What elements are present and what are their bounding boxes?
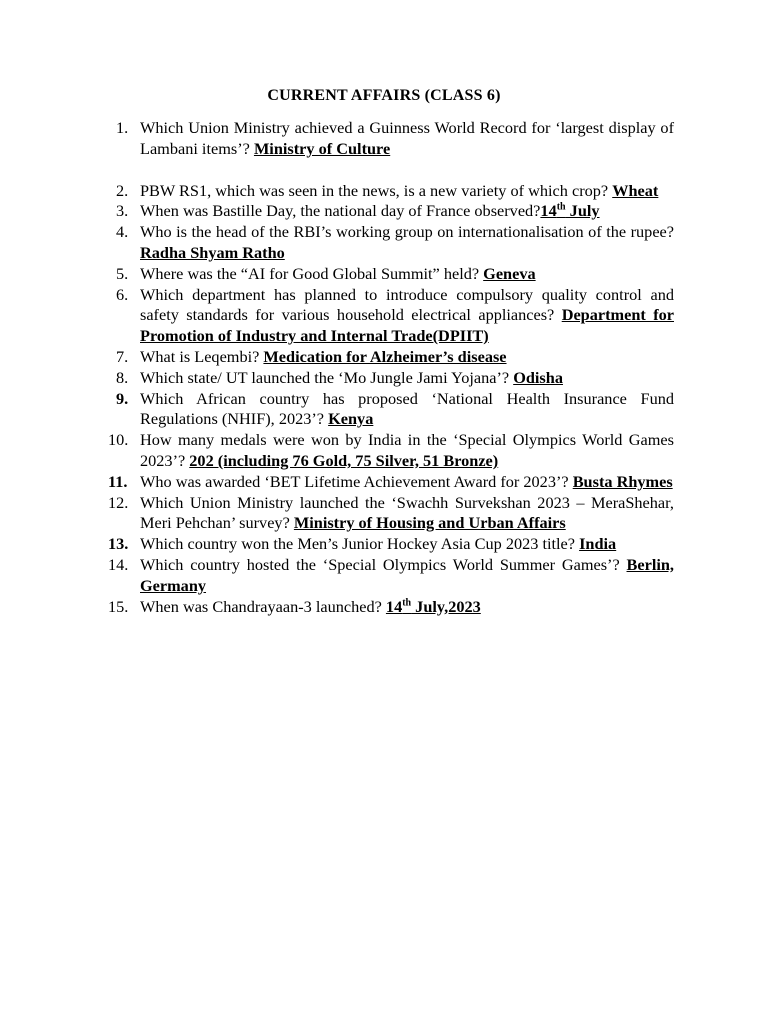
- item-number: 9.: [116, 388, 129, 408]
- item-number: 7.: [116, 346, 129, 366]
- item-number: 13.: [108, 534, 129, 554]
- answer-text: Department for Promotion of Industry and Internal Trade(DPIIT): [140, 305, 674, 346]
- question-list: [108, 118, 674, 617]
- answer-text: India: [579, 534, 617, 554]
- item-number: 4.: [116, 222, 129, 242]
- list-item: [108, 389, 674, 431]
- question-text: Which department has planned to introduce compulsory quality control and safety standards for various household electrical appliances?: [140, 284, 674, 325]
- question-text: Which Union Ministry achieved a Guinness World Record for ‘largest display of Lambani items’?: [140, 118, 674, 158]
- item-number: 3.: [116, 201, 129, 221]
- list-item: [108, 597, 674, 618]
- question-text: Which state/ UT launched the ‘Mo Jungle Jami Yojana’?: [140, 367, 514, 387]
- item-number: 8.: [116, 367, 129, 387]
- answer-text: Kenya: [328, 409, 374, 429]
- answer-text: 202 (including 76 Gold, 75 Silver, 51 Bronze): [189, 450, 499, 470]
- list-item: [108, 347, 674, 368]
- answer-day: 14: [540, 201, 557, 221]
- answer-text: Medication for Alzheimer’s disease: [263, 346, 507, 366]
- answer-text: Odisha: [513, 367, 563, 387]
- item-number: 12.: [108, 492, 129, 512]
- answer-text: [540, 201, 599, 220]
- answer-text: Radha Shyam Ratho: [140, 242, 285, 262]
- question-text: Who is the head of the RBI’s working group on internationalisation of the rupee?: [140, 222, 674, 242]
- question-text: Which country hosted the ‘Special Olympics World Summer Games’?: [140, 554, 627, 574]
- list-item: [108, 368, 674, 389]
- answer-text: Berlin, Germany: [140, 554, 674, 595]
- answer-rest: July: [565, 201, 600, 221]
- answer-text: Ministry of Culture: [253, 138, 391, 158]
- question-text: How many medals were won by India in the ‘Special Olympics World Games 2023’?: [140, 430, 674, 470]
- question-text: Which Union Ministry launched the ‘Swachh Survekshan 2023 – MeraShehar, Meri Pehchan’ survey?: [140, 492, 674, 533]
- list-item: [108, 493, 674, 535]
- answer-text: Busta Rhymes: [572, 471, 673, 491]
- answer-day: 14: [385, 596, 403, 616]
- question-text: Which African country has proposed ‘National Health Insurance Fund Regulations (NHIF), 2023’?: [140, 388, 674, 429]
- list-item: [108, 264, 674, 285]
- answer-text: Wheat: [612, 180, 659, 200]
- question-text: What is Leqembi?: [140, 346, 264, 366]
- item-number: 2.: [116, 180, 129, 200]
- answer-superscript: th: [556, 201, 566, 213]
- item-number: 10.: [108, 430, 129, 450]
- page-title: CURRENT AFFAIRS (CLASS 6): [267, 87, 501, 104]
- list-item: [108, 181, 674, 202]
- question-text: When was Bastille Day, the national day of France observed?: [140, 201, 541, 221]
- answer-superscript: th: [402, 597, 412, 609]
- answer-text: Geneva: [483, 263, 536, 283]
- item-number: 5.: [116, 263, 129, 283]
- question-text: PBW RS1, which was seen in the news, is a new variety of which crop?: [140, 180, 613, 200]
- question-text: Where was the “AI for Good Global Summit” held?: [140, 263, 484, 283]
- list-item: [108, 430, 674, 472]
- answer-text: [386, 597, 481, 616]
- list-item: [108, 472, 674, 493]
- item-number: 11.: [108, 471, 128, 491]
- item-number: 14.: [108, 554, 129, 574]
- list-item: [108, 222, 674, 264]
- list-item: [108, 118, 674, 160]
- item-number: 1.: [116, 118, 129, 137]
- question-text: Which country won the Men’s Junior Hockey Asia Cup 2023 title?: [140, 534, 580, 554]
- list-item: [108, 555, 674, 597]
- list-item: [108, 285, 674, 347]
- question-text: When was Chandrayaan-3 launched?: [140, 596, 386, 616]
- list-item: [108, 534, 674, 555]
- answer-rest: July,2023: [411, 596, 481, 616]
- answer-text: Ministry of Housing and Urban Affairs: [293, 513, 566, 533]
- item-number: 15.: [108, 596, 129, 616]
- item-number: 6.: [116, 284, 129, 304]
- list-item: [108, 201, 674, 222]
- question-text: Who was awarded ‘BET Lifetime Achievement Award for 2023’?: [140, 471, 573, 491]
